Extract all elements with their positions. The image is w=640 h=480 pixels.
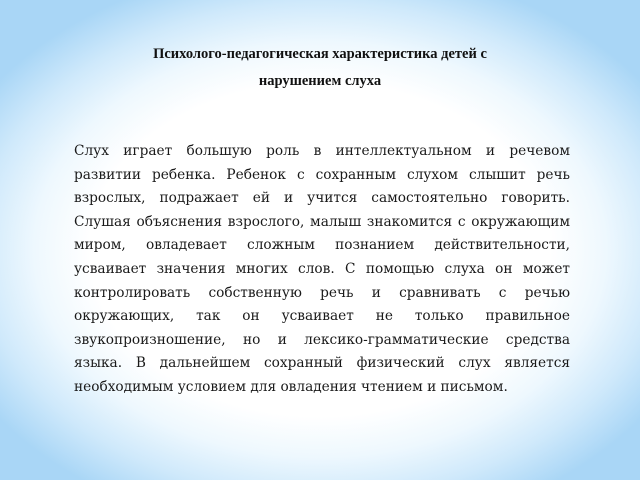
slide-body-text: Слух играет большую роль в интеллектуальном и речевом развитии ребенка. Ребенок с сохранным слухом слышит речь взрослых, подражает ей и учится самостоятельно говорить. Слушая объяснения взрослого, малыш знакомится с окружающим миром, овладевает сложным познанием действительности, усваивает значения многих слов. С помощью слуха он может контролировать собственную речь и сравнивать с речью окружающих, так он усваивает не только правильное звукопроизношение, но и лексико-грамматические средства языка. В дальнейшем сохранный физический слух является необходимым условием для овладения чтением и письмом.	[74, 143, 570, 395]
slide-title-line-1: Психолого-педагогическая характеристика детей с	[153, 46, 487, 62]
slide-title-line-2: нарушением слуха	[258, 73, 382, 89]
